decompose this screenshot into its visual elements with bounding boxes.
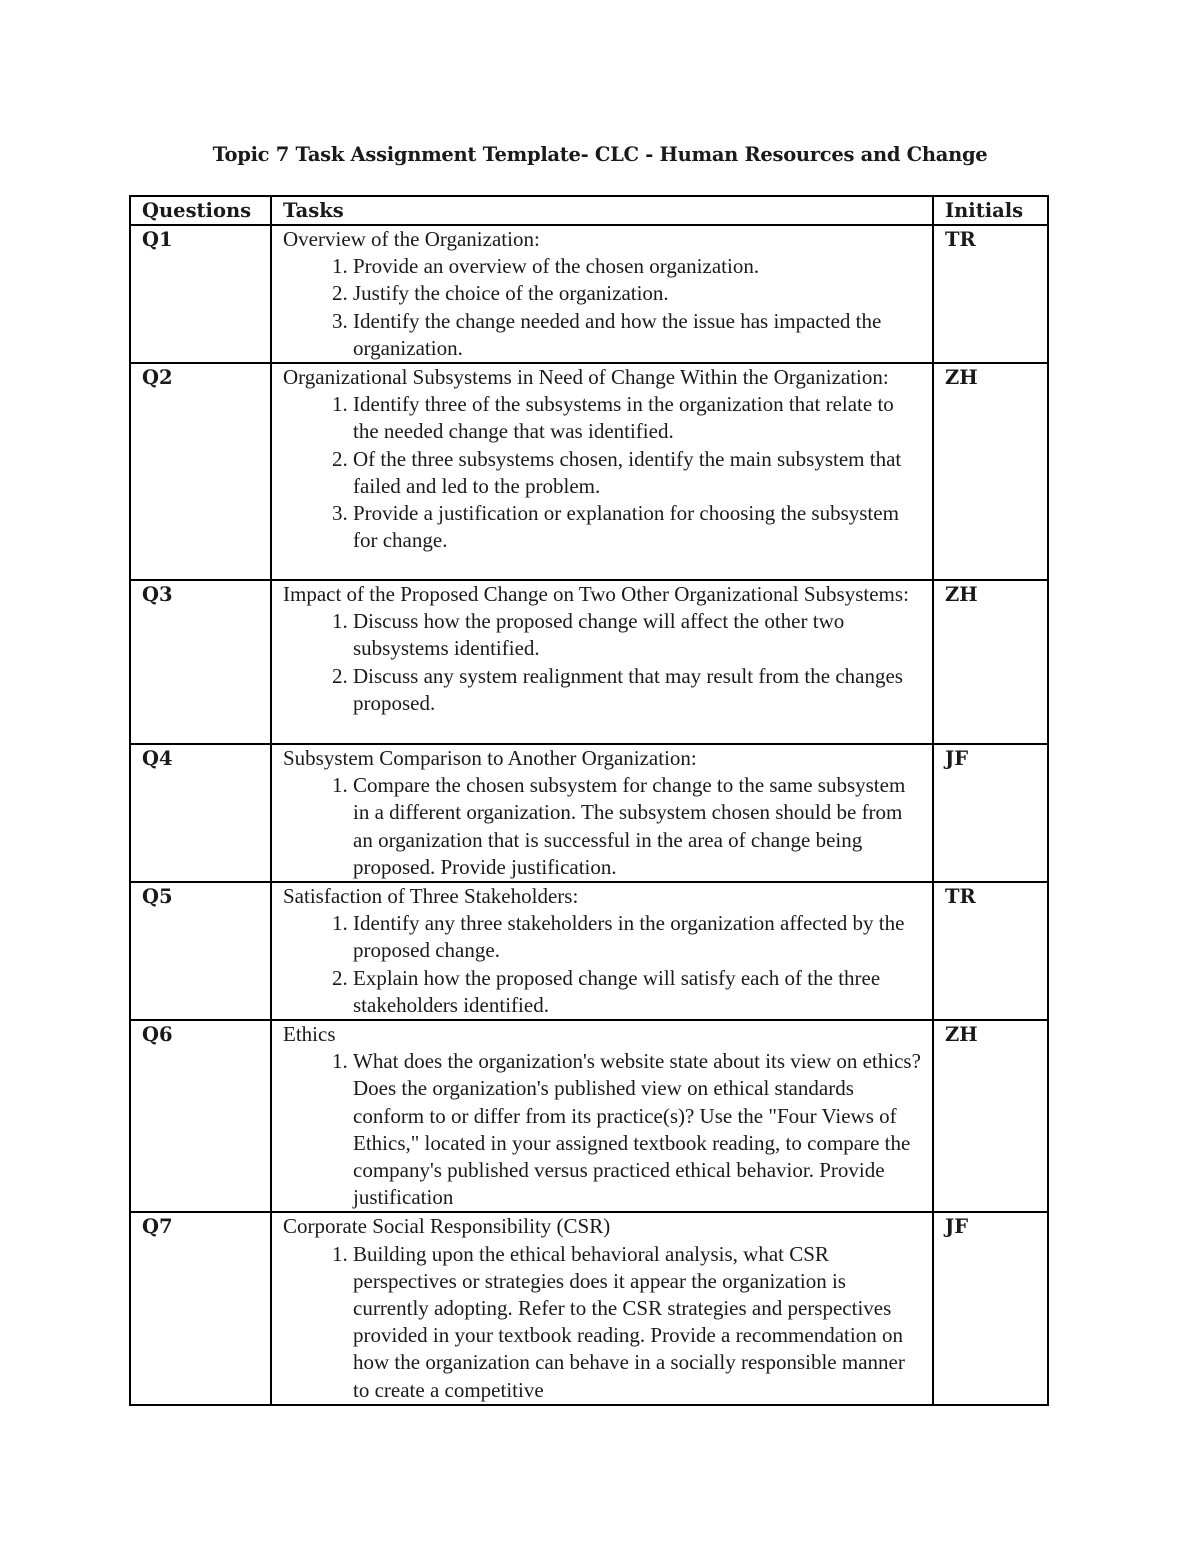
task-list [283,910,924,1019]
table-row [130,1020,1048,1212]
task-list [283,391,924,554]
initials-cell: JF [933,744,1048,882]
task-title: Overview of the Organization: [283,227,540,251]
task-cell [271,580,933,744]
task-list [283,1241,924,1404]
task-title: Organizational Subsystems in Need of Change Within the Organization: [283,365,889,390]
table-row [130,1212,1048,1404]
header-tasks: Tasks [271,196,933,225]
question-cell: Q6 [130,1020,271,1212]
task-cell [271,882,933,1020]
header-questions: Questions [130,196,271,225]
task-item: 1. Identify three of the subsystems in the organization that relate to the needed change that was identified. [353,391,924,445]
task-item: 2. Of the three subsystems chosen, identify the main subsystem that failed and led to the problem. [353,446,924,500]
question-cell: Q3 [130,580,271,744]
question-cell: Q2 [130,363,271,580]
task-item: 1. Identify any three stakeholders in the organization affected by the proposed change. [353,910,924,964]
table-row [130,580,1048,744]
task-item: 2. Discuss any system realignment that may result from the changes proposed. [353,663,924,717]
task-item: 1. Discuss how the proposed change will affect the other two subsystems identified. [353,608,924,662]
initials-cell: JF [933,1212,1048,1404]
task-item: 2. Explain how the proposed change will satisfy each of the three stakeholders identified. [353,965,924,1019]
task-item: 1. What does the organization's website state about its view on ethics? Does the organization's published view on ethical standards conform to or differ from its practice(s)? Use the "Four Views of Ethics," located in your assigned textbook reading, to compare the company's published versus practiced ethical behavior. Provide justification [353,1048,924,1211]
task-item: 1. Provide an overview of the chosen organization. [353,253,924,280]
table-row [130,744,1048,882]
task-title: Satisfaction of Three Stakeholders: [283,884,579,909]
task-item: 1. Building upon the ethical behavioral analysis, what CSR perspectives or strategies does it appear the organization is currently adopting. Refer to the CSR strategies and perspectives provided in your textbook reading. Provide a recommendation on how the organization can behave in a socially responsible manner to create a competitive [353,1241,924,1404]
header-initials: Initials [933,196,1048,225]
question-cell: Q5 [130,882,271,1020]
question-cell: Q4 [130,744,271,882]
initials-cell: ZH [933,580,1048,744]
initials-cell: TR [933,882,1048,1020]
task-assignment-table [129,195,1049,1406]
task-cell [271,1212,933,1404]
task-title: Impact of the Proposed Change on Two Other Organizational Subsystems: [283,582,909,607]
task-title: Corporate Social Responsibility (CSR) [283,1214,611,1239]
task-list [283,772,924,881]
question-cell: Q1 [130,225,271,363]
task-item: 3. Identify the change needed and how the issue has impacted the organization. [353,308,924,362]
task-item: 3. Provide a justification or explanation for choosing the subsystem for change. [353,500,924,554]
page-title: Topic 7 Task Assignment Template- CLC - Human Resources and Change [212,143,988,166]
table-row [130,882,1048,1020]
task-cell [271,363,933,580]
task-item: 1. Compare the chosen subsystem for change to the same subsystem in a different organization. The subsystem chosen should be from an organization that is successful in the area of change being proposed. Provide justification. [353,772,924,881]
initials-cell: TR [933,225,1048,363]
task-cell [271,225,933,363]
task-cell [271,744,933,882]
question-cell: Q7 [130,1212,271,1404]
table-row [130,225,1048,363]
table-row [130,363,1048,580]
table-header-row [130,196,1048,225]
initials-cell: ZH [933,1020,1048,1212]
task-list [283,608,924,717]
task-item: 2. Justify the choice of the organization. [353,280,924,307]
initials-cell: ZH [933,363,1048,580]
task-title: Subsystem Comparison to Another Organization: [283,746,697,771]
task-list [283,1048,924,1211]
task-title: Ethics [283,1022,336,1047]
task-cell [271,1020,933,1212]
task-list [283,253,924,362]
